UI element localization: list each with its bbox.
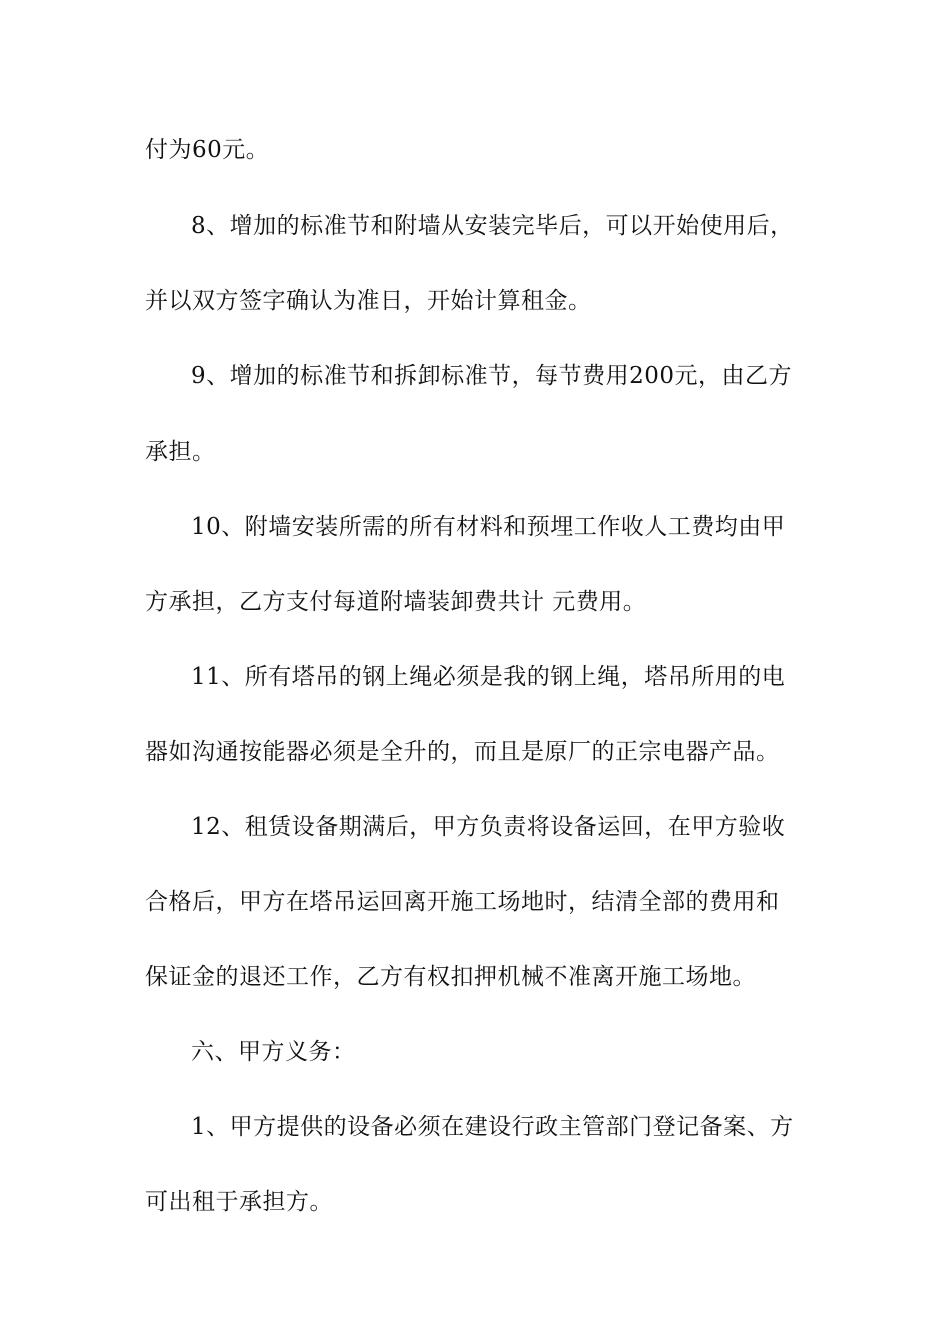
section-heading: 六、甲方义务： <box>191 1039 356 1065</box>
duty-1-line-1: 1、甲方提供的设备必须在建设行政主管部门登记备案、方 <box>191 1114 794 1140</box>
duty-1-line-2: 可出租于承担方。 <box>145 1189 333 1215</box>
clause-12-line-3: 保证金的退还工作，乙方有权扣押机械不准离开施工场地。 <box>145 964 756 990</box>
clause-12-line-2: 合格后，甲方在塔吊运回离开施工场地时，结清全部的费用和 <box>145 889 780 915</box>
text-line: 付为60元。 <box>145 137 270 163</box>
clause-11-line-2: 器如沟通按能器必须是全升的，而且是原厂的正宗电器产品。 <box>145 739 780 765</box>
clause-9-line-1: 9、增加的标准节和拆卸标准节，每节费用200元，由乙方 <box>191 363 793 389</box>
clause-10-line-1: 10、附墙安装所需的所有材料和预埋工作收人工费均由甲 <box>191 514 786 540</box>
clause-9-line-2: 承担。 <box>145 439 216 465</box>
clause-8-line-2: 并以双方签字确认为准日，开始计算租金。 <box>145 288 592 314</box>
clause-11-line-1: 11、所有塔吊的钢上绳必须是我的钢上绳，塔吊所用的电 <box>191 664 786 690</box>
clause-12-line-1: 12、租赁设备期满后，甲方负责将设备运回，在甲方验收 <box>191 814 786 840</box>
clause-10-line-2: 方承担，乙方支付每道附墙装卸费共计 元费用。 <box>145 589 647 615</box>
clause-8-line-1: 8、增加的标准节和附墙从安装完毕后，可以开始使用后， <box>191 213 794 239</box>
